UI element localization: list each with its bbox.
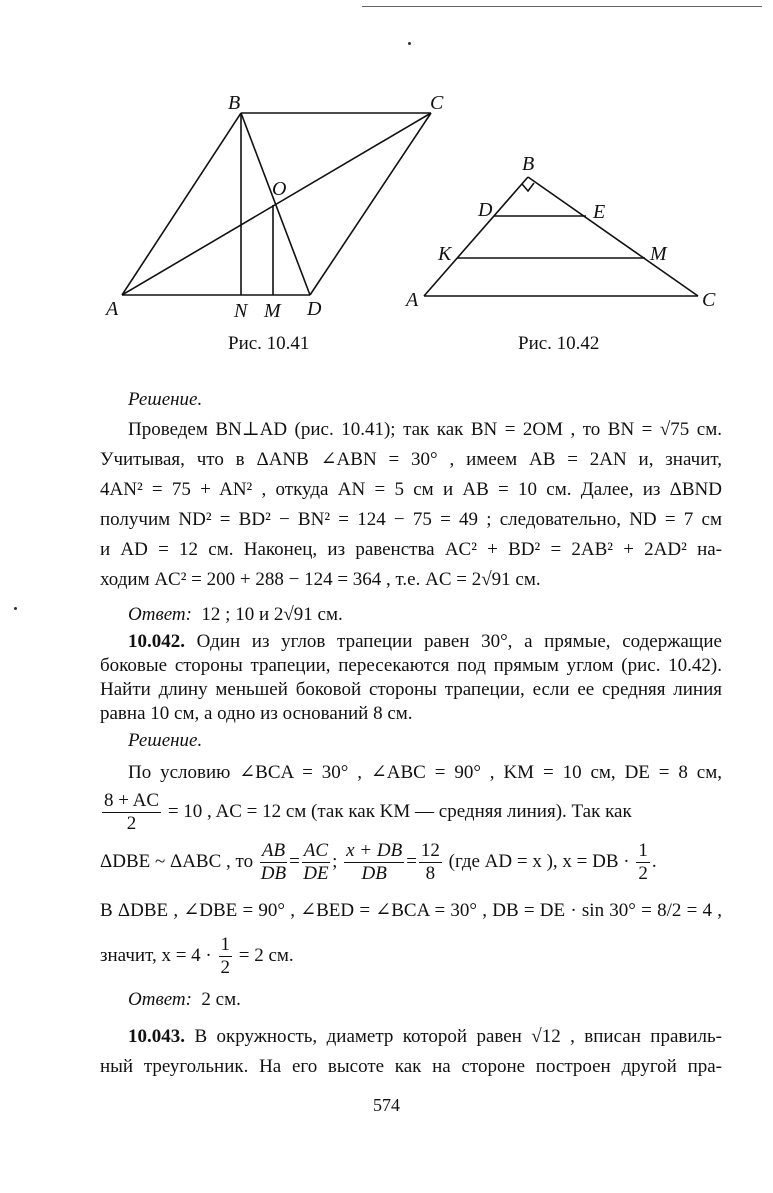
label-K: K bbox=[438, 243, 452, 265]
label-E: E bbox=[593, 201, 606, 223]
label-C: C bbox=[702, 289, 716, 311]
problem-text: равна 10 см, а одно из оснований 8 см. bbox=[100, 703, 413, 724]
solution-line: ходим AC² = 200 + 288 − 124 = 364 , т.е. AC = 2√91 см. bbox=[100, 569, 541, 590]
label-A: A bbox=[106, 298, 119, 320]
problem-text: В окружность, диаметр которой равен √12 , вписан правиль- bbox=[194, 1026, 723, 1047]
problem-text: Найти длину меньшей боковой стороны трапеции, если ее средняя линия bbox=[100, 679, 722, 700]
answer-value: 2 см. bbox=[201, 989, 241, 1010]
header-rule bbox=[362, 6, 762, 7]
fraction: $\frac{12}{8}$ bbox=[420, 840, 440, 884]
figure-10-42 bbox=[400, 150, 730, 320]
problem-text: боковые стороны трапеции, пересекаются под прямым углом (рис. 10.42). bbox=[100, 655, 722, 676]
problem-10-042 bbox=[100, 630, 722, 726]
page-number: 574 bbox=[373, 1095, 400, 1115]
problem-number: 10.043. bbox=[128, 1026, 185, 1047]
problem-text: ный треугольник. На его высоте как на стороне построен другой пра- bbox=[100, 1056, 722, 1077]
solution-2 bbox=[100, 726, 722, 788]
solution-heading: Решение. bbox=[128, 389, 203, 410]
solution-text: значит, x = 4 · bbox=[100, 944, 212, 966]
solution-2-fraction-line bbox=[100, 790, 722, 835]
solution-2-triangle-line bbox=[100, 896, 722, 926]
solution-text: ΔDBE ~ ΔABC , то bbox=[100, 850, 254, 872]
answer-1 bbox=[100, 600, 722, 630]
label-B: B bbox=[522, 153, 535, 175]
solution-line: = 10 , AC = 12 см (так как KM — средняя линия). Так как bbox=[167, 800, 632, 822]
answer-value: 12 ; 10 и 2√91 см. bbox=[201, 604, 343, 625]
fraction: $\frac{1}{2}$ bbox=[638, 840, 648, 884]
label-B: B bbox=[228, 95, 241, 114]
solution-line: Учитывая, что в ΔANB ∠ABN = 30° , имеем AB = 2AN и, значит, bbox=[100, 449, 722, 470]
fraction: $\frac{AB}{DB}$ bbox=[260, 840, 287, 884]
label-M: M bbox=[650, 243, 667, 265]
speck bbox=[408, 42, 411, 45]
solution-line: Проведем BN⊥AD (рис. 10.41); так как BN = 2OM , то BN = √75 см. bbox=[128, 419, 722, 440]
answer-label: Ответ: bbox=[128, 604, 192, 625]
answer-2 bbox=[100, 985, 722, 1015]
answer-label: Ответ: bbox=[128, 989, 192, 1010]
caption-10-42: Рис. 10.42 bbox=[518, 333, 600, 354]
label-C: C bbox=[430, 95, 444, 114]
label-D: D bbox=[307, 298, 322, 320]
solution-line: В ΔDBE , ∠DBE = 90° , ∠BED = ∠BCA = 30° , DB = DE · sin 30° = 8/2 = 4 , bbox=[100, 900, 722, 921]
label-O: O bbox=[272, 178, 287, 200]
solution-2-similarity-line: ΔDBE ~ ΔABC , то $\frac{AB}{DB}$ = $\frac{AC}{DE}$ ; $\frac{x + DB}{DB}$ = $\frac{12}{8}$ (где AD = x ), x = DB · $\frac{1}{2}$ . bbox=[100, 840, 657, 884]
label-D: D bbox=[478, 199, 493, 221]
caption-10-41: Рис. 10.41 bbox=[228, 333, 310, 354]
solution-line: По условию ∠BCA = 30° , ∠ABC = 90° , KM = 10 см, DE = 8 см, bbox=[128, 762, 722, 783]
fraction: $\frac{1}{2}$ bbox=[220, 934, 230, 978]
solution-2-result-line bbox=[100, 934, 722, 979]
fraction: $\frac{AC}{DE}$ bbox=[303, 840, 329, 884]
solution-1 bbox=[100, 385, 722, 595]
solution-line: получим ND² = BD² − BN² = 124 − 75 = 49 ; следовательно, ND = 7 см bbox=[100, 509, 722, 530]
label-A: A bbox=[406, 289, 419, 311]
label-N: N bbox=[234, 300, 248, 322]
solution-line: 4AN² = 75 + AN² , откуда AN = 5 см и AB = 10 см. Далее, из ΔBND bbox=[100, 479, 722, 500]
problem-number: 10.042. bbox=[128, 631, 185, 652]
fraction: $\frac{8 + AC}{2}$ bbox=[104, 790, 160, 834]
solution-text: (где AD = x ), x = DB · bbox=[448, 850, 630, 872]
problem-10-043 bbox=[100, 1022, 722, 1082]
solution-heading: Решение. bbox=[128, 730, 203, 751]
solution-line: и AD = 12 см. Наконец, из равенства AC² + BD² = 2AB² + 2AD² на- bbox=[100, 539, 722, 560]
label-M: M bbox=[264, 300, 281, 322]
fraction: $\frac{x + DB}{DB}$ bbox=[346, 840, 403, 884]
problem-text: Один из углов трапеции равен 30°, а прямые, содержащие bbox=[196, 631, 722, 652]
solution-text: = 2 см. bbox=[238, 944, 294, 966]
triangle-trapezoid-diagram bbox=[400, 150, 730, 320]
speck bbox=[14, 607, 17, 610]
